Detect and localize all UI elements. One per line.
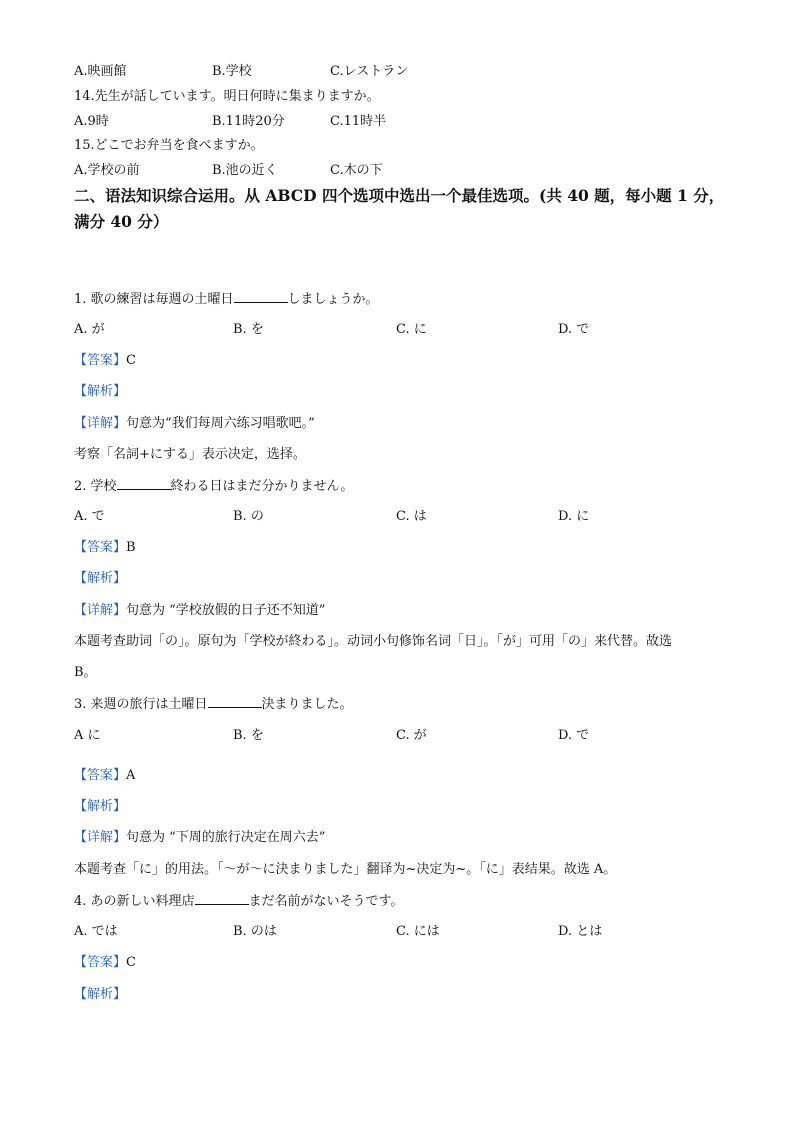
answer-value: C <box>126 353 136 368</box>
option-c: C. には <box>396 924 440 939</box>
option-b: B. を <box>233 728 264 743</box>
analysis-label: 【解析】 <box>74 384 127 399</box>
detail-text: 句意为“我们每周六练习唱歌吧。” <box>126 416 315 431</box>
answer-label: 【答案】 <box>74 353 127 368</box>
answer-blank <box>234 290 288 303</box>
detail-line <box>74 415 315 433</box>
question-4 <box>74 892 404 911</box>
question-text: 3. 来週の旅行は土曜日 <box>74 697 208 712</box>
answer-blank <box>195 892 249 905</box>
answer-line <box>74 539 136 557</box>
question-text-end: しましょうか。 <box>287 292 379 307</box>
answer-value: C <box>126 955 136 970</box>
option-a: A.9時 <box>74 114 109 129</box>
answer-value: A <box>126 768 136 783</box>
option-b: B.池の近く <box>212 163 278 178</box>
question-text-end: まだ名前がないそうです。 <box>248 894 404 909</box>
question-2 <box>74 477 353 496</box>
question-1 <box>74 290 379 309</box>
detail-label: 【详解】 <box>74 830 127 845</box>
detail-text: 句意为 “下周的旅行决定在周六去” <box>126 830 326 845</box>
option-b: B. を <box>233 322 264 337</box>
explanation-cont: B。 <box>74 665 97 680</box>
analysis-label: 【解析】 <box>74 799 127 814</box>
option-a: A. で <box>74 509 105 524</box>
option-a: A に <box>74 728 101 743</box>
option-d: D. に <box>558 509 590 524</box>
option-c: C.木の下 <box>330 163 383 178</box>
detail-line <box>74 829 325 847</box>
explanation: 本题考查「に」的用法。「～が～に決まりました」翻译为~决定为~。「に」表结果。故选 A。 <box>74 862 617 877</box>
question-14: 14.先生が話しています。明日何時に集まりますか。 <box>74 89 380 104</box>
answer-label: 【答案】 <box>74 768 127 783</box>
section-heading: 二、语法知识综合运用。从 ABCD 四个选项中选出一个最佳选项。(共 40 题，每小题 1 分， <box>74 186 725 205</box>
question-text-end: 終わる日はまだ分かりません。 <box>170 479 354 494</box>
option-c: C. に <box>396 322 427 337</box>
option-c: C.レストラン <box>330 64 409 79</box>
detail-text: 句意为 “学校放假的日子还不知道” <box>126 603 326 618</box>
option-b: B. の <box>233 509 264 524</box>
option-b: B.学校 <box>212 64 252 79</box>
question-3 <box>74 695 353 714</box>
answer-line <box>74 352 136 370</box>
answer-blank <box>208 695 262 708</box>
answer-line <box>74 954 136 972</box>
question-15: 15.どこでお弁当を食べますか。 <box>74 138 264 153</box>
analysis-label: 【解析】 <box>74 987 127 1002</box>
option-d: D. とは <box>558 924 603 939</box>
question-text: 2. 学校 <box>74 479 117 494</box>
question-text: 1. 歌の練習は毎週の土曜日 <box>74 292 234 307</box>
answer-value: B <box>126 540 136 555</box>
question-text-end: 決まりました。 <box>261 697 353 712</box>
explanation: 考察「名詞+にする」表示决定，选择。 <box>74 447 306 462</box>
option-b: B. のは <box>233 924 277 939</box>
answer-label: 【答案】 <box>74 955 127 970</box>
analysis-label: 【解析】 <box>74 571 127 586</box>
option-c: C. が <box>396 728 427 743</box>
option-b: B.11時20分 <box>212 114 285 129</box>
question-text: 4. あの新しい料理店 <box>74 894 195 909</box>
option-a: A.学校の前 <box>74 163 140 178</box>
section-heading-cont: 满分 40 分） <box>74 212 169 231</box>
option-a: A. では <box>74 924 118 939</box>
answer-label: 【答案】 <box>74 540 127 555</box>
detail-line <box>74 602 325 620</box>
option-a: A.映画館 <box>74 64 127 79</box>
option-a: A. が <box>74 322 105 337</box>
explanation: 本题考查助词「の」。原句为「学校が終わる」。动词小句修饰名词「日」。「が」可用「の」来代替。故选 <box>74 634 673 649</box>
option-d: D. で <box>558 322 590 337</box>
detail-label: 【详解】 <box>74 416 127 431</box>
option-c: C.11時半 <box>330 114 387 129</box>
option-d: D. で <box>558 728 590 743</box>
detail-label: 【详解】 <box>74 603 127 618</box>
answer-blank <box>117 477 171 490</box>
option-c: C. は <box>396 509 427 524</box>
answer-line <box>74 767 135 785</box>
